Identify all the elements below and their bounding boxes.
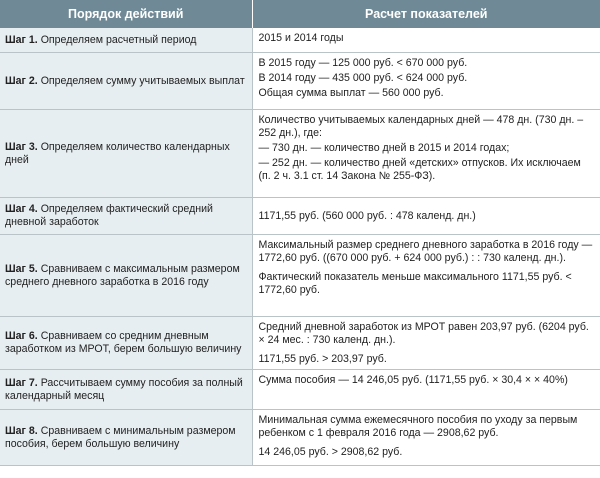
table-row: [0, 369, 600, 409]
calc-line: 14 246,05 руб. > 2908,62 руб.: [258, 445, 403, 458]
step-cell: [0, 234, 252, 316]
step-cell: [0, 316, 252, 369]
step-text: Определяем сумму учитываемых выплат: [40, 74, 245, 87]
calc-line: Количество учитываемых календарных дней — 478 дн. (730 дн. – 252 дн.), где:: [258, 113, 584, 139]
step-cell: [0, 28, 252, 52]
table-row: [0, 109, 600, 197]
calc-line: — 252 дн. — количество дней «детских» отпусков. Их исключаем (п. 2 ч. 3.1 ст. 14 Закона № 255-ФЗ).: [258, 156, 581, 182]
step-label: Шаг 5.: [5, 262, 38, 275]
step-label: Шаг 2.: [5, 74, 38, 87]
step-text: Сравниваем с максимальным размером среднего дневного заработка в 2016 году: [5, 262, 240, 288]
step-cell: [0, 197, 252, 234]
calc-line: 1171,55 руб. > 203,97 руб.: [258, 352, 387, 365]
step-cell: [0, 52, 252, 109]
step-text: Определяем расчетный период: [40, 33, 197, 46]
calc-line: Минимальная сумма ежемесячного пособия по уходу за первым ребенком с 1 февраля 2016 года — 2908,62 руб.: [258, 413, 578, 439]
calc-line: Фактический показатель меньше максимального 1171,55 руб. < 1772,60 руб.: [258, 270, 572, 296]
step-cell: [0, 409, 252, 465]
step-text: Определяем фактический средний дневной заработок: [5, 203, 213, 228]
step-text: Сравниваем со средним дневным заработком из МРОТ, берем большую величину: [5, 330, 242, 355]
table-row: [0, 52, 600, 109]
calc-line: Общая сумма выплат — 560 000 руб.: [258, 86, 444, 99]
calc-cell: [252, 109, 600, 197]
step-label: Шаг 3.: [5, 140, 38, 153]
header-steps: Порядок действий: [0, 0, 252, 28]
step-label: Шаг 8.: [5, 424, 38, 437]
header-calculation: Расчет показателей: [252, 0, 600, 28]
step-cell: [0, 109, 252, 197]
table-header-row: [0, 0, 600, 28]
calc-cell: [252, 316, 600, 369]
step-text: Определяем количество календарных дней: [5, 140, 230, 166]
step-label: Шаг 7.: [5, 376, 38, 389]
calc-line: В 2015 году — 125 000 руб. < 670 000 руб.: [258, 56, 468, 69]
step-text: Сравниваем с минимальным размером пособия, берем большую величину: [5, 424, 236, 450]
calc-line: 1171,55 руб. (560 000 руб. : 478 календ. дн.): [258, 209, 476, 222]
calc-cell: [252, 409, 600, 465]
step-label: Шаг 1.: [5, 33, 38, 46]
calc-line: Максимальный размер среднего дневного заработка в 2016 году — 1772,60 руб. ((670 000 руб. + 624 000 руб.) : : 730 календ. дн.).: [258, 238, 593, 264]
step-label: Шаг 4.: [5, 203, 38, 215]
calc-line: 2015 и 2014 годы: [258, 32, 344, 44]
calc-line: В 2014 году — 435 000 руб. < 624 000 руб.: [258, 71, 468, 84]
calc-cell: [252, 234, 600, 316]
step-cell: [0, 369, 252, 409]
table-row: [0, 316, 600, 369]
calc-cell: [252, 369, 600, 409]
calc-line: Сумма пособия — 14 246,05 руб. (1171,55 руб. × 30,4 × × 40%): [258, 373, 568, 386]
calc-cell: [252, 28, 600, 52]
table-row: [0, 28, 600, 52]
calc-line: — 730 дн. — количество дней в 2015 и 2014 годах;: [258, 141, 510, 154]
calc-line: Средний дневной заработок из МРОТ равен 203,97 руб. (6204 руб. × 24 мес. : 730 календ. дн.).: [258, 320, 589, 346]
calc-cell: [252, 197, 600, 234]
table-row: [0, 409, 600, 465]
calc-cell: [252, 52, 600, 109]
step-text: Рассчитываем сумму пособия за полный календарный месяц: [5, 376, 243, 402]
table-row: [0, 197, 600, 234]
table-row: [0, 234, 600, 316]
step-label: Шаг 6.: [5, 330, 38, 342]
